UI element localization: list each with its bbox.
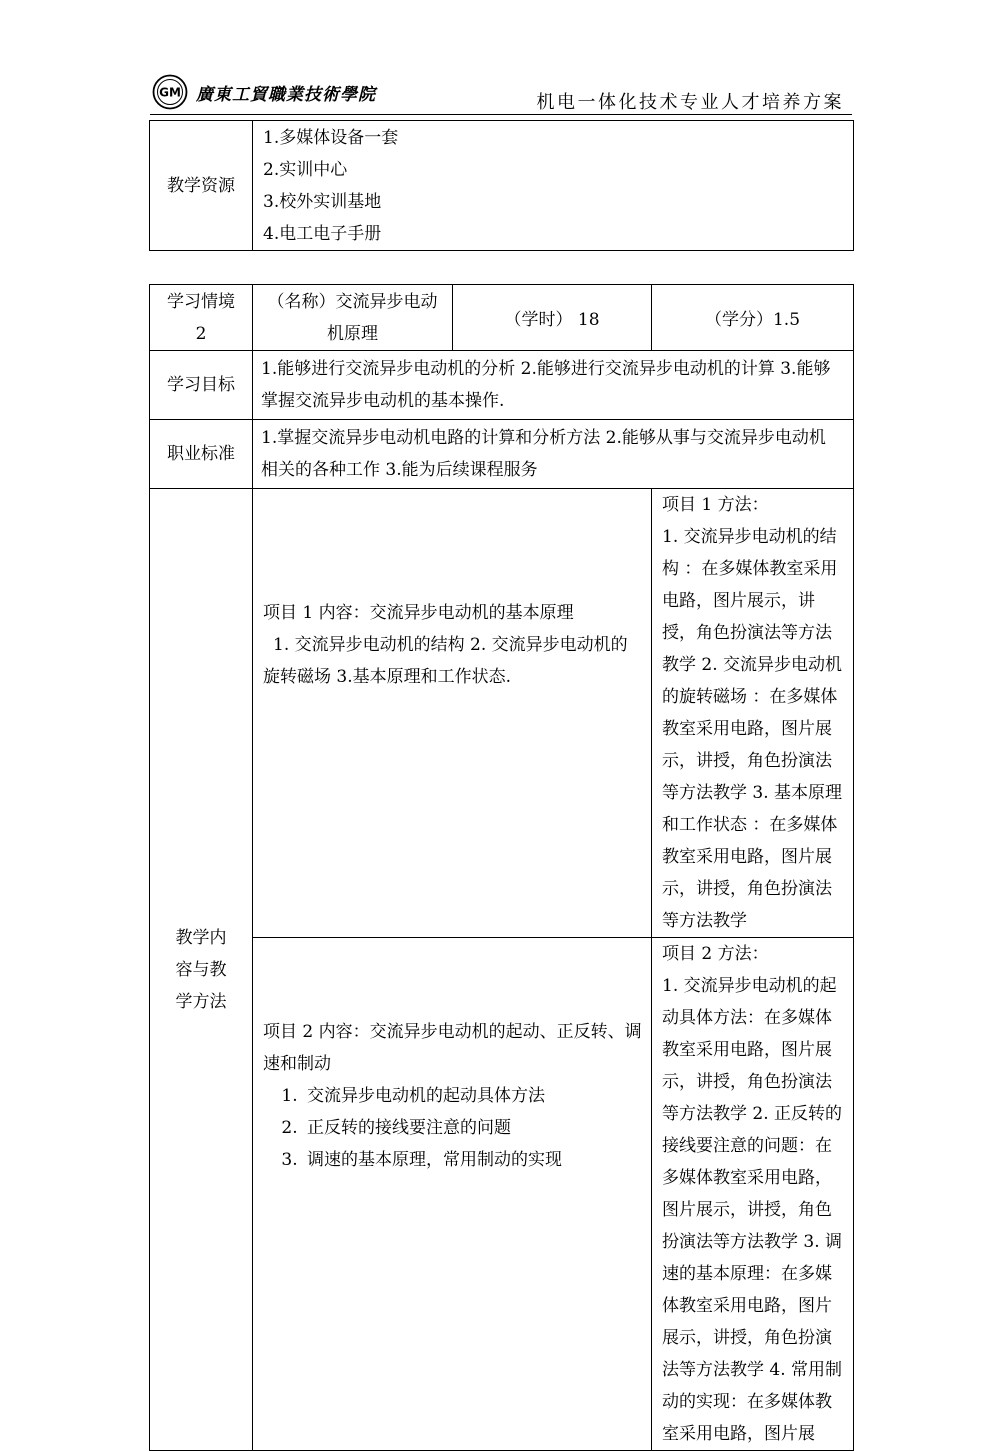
- resources-row: [150, 121, 854, 251]
- resources-label: 教学资源: [150, 121, 253, 251]
- situation-hours: （学时） 18: [453, 285, 652, 351]
- project-2-content-title: 项目 2 内容：交流异步电动机的起动、正反转、调速和制动: [263, 1022, 642, 1074]
- standard-row: [150, 420, 854, 489]
- school-name: 廣東工貿職業技術學院: [196, 85, 376, 105]
- situation-header-row: [150, 285, 854, 351]
- situation-credits: （学分）1.5: [652, 285, 854, 351]
- project-2-method-body: 1. 交流异步电动机的起动具体方法：在多媒体教室采用电路，图片展示，讲授，角色扮演法等方法教学 2. 正反转的接线要注意的问题：在多媒体教室采用电路，图片展示，讲授，角色扮演法等方法教学 3. 调速的基本原理：在多媒体教室采用电路，图片展示，讲授，角色扮演法等方法教学 4. 常用制动的实现：在多媒体教室采用电路，图片展: [662, 976, 843, 1444]
- project-2-content-list: [263, 1080, 643, 1176]
- project-2-content-item: 3. 调速的基本原理，常用制动的实现: [303, 1144, 643, 1176]
- page-header: [150, 72, 852, 116]
- content-method-label: 教学内容与教学方法: [150, 489, 253, 1451]
- standard-label: 职业标准: [150, 420, 253, 489]
- svg-text:GM: GM: [159, 85, 181, 100]
- project-2-content: [253, 938, 652, 1451]
- project-1-method-body: 1. 交流异步电动机的结构 ：在多媒体教室采用电路，图片展示，讲授，角色扮演法等方法教学 2. 交流异步电动机的旋转磁场 ：在多媒体教室采用电路，图片展示，讲授，角色扮演法等方法教学 3. 基本原理和工作状态 ：在多媒体教室采用电路，图片展示，讲授，角色扮演法等方法教学: [662, 527, 843, 931]
- document-title: 机电一体化技术专业人才培养方案: [536, 92, 844, 113]
- situation-name: （名称）交流异步电动机原理: [253, 285, 453, 351]
- situation-label: 学习情境2: [150, 285, 253, 351]
- project-1-content: [253, 489, 652, 938]
- resource-item: 4.电工电子手册: [263, 223, 382, 244]
- goal-text: 1.能够进行交流异步电动机的分析 2.能够进行交流异步电动机的计算 3.能够掌握交流异步电动机的基本操作.: [253, 351, 854, 420]
- project-1-content-title: 项目 1 内容：交流异步电动机的基本原理: [263, 603, 574, 623]
- situation-table: [149, 284, 854, 1451]
- school-logo-icon: [152, 74, 188, 110]
- goal-row: [150, 351, 854, 420]
- project-2-row: [150, 938, 854, 1451]
- resource-item: 3.校外实训基地: [263, 191, 382, 212]
- project-1-content-body: 1. 交流异步电动机的结构 2. 交流异步电动机的旋转磁场 3.基本原理和工作状态.: [263, 635, 628, 687]
- project-1-method: [652, 489, 854, 938]
- standard-text: 1.掌握交流异步电动机电路的计算和分析方法 2.能够从事与交流异步电动机 相关的各种工作 3.能为后续课程服务: [253, 420, 854, 489]
- resources-list: [253, 121, 854, 251]
- resource-item: 1.多媒体设备一套: [263, 127, 399, 148]
- header-rule: [150, 114, 852, 115]
- resources-table: [149, 120, 854, 251]
- project-2-method-title: 项目 2 方法：: [662, 944, 769, 964]
- goal-label: 学习目标: [150, 351, 253, 420]
- project-2-method: [652, 938, 854, 1451]
- project-1-row: [150, 489, 854, 938]
- resource-item: 2.实训中心: [263, 159, 348, 180]
- project-1-method-title: 项目 1 方法：: [662, 495, 769, 515]
- project-2-content-item: 1. 交流异步电动机的起动具体方法: [303, 1080, 643, 1112]
- project-2-content-item: 2. 正反转的接线要注意的问题: [303, 1112, 643, 1144]
